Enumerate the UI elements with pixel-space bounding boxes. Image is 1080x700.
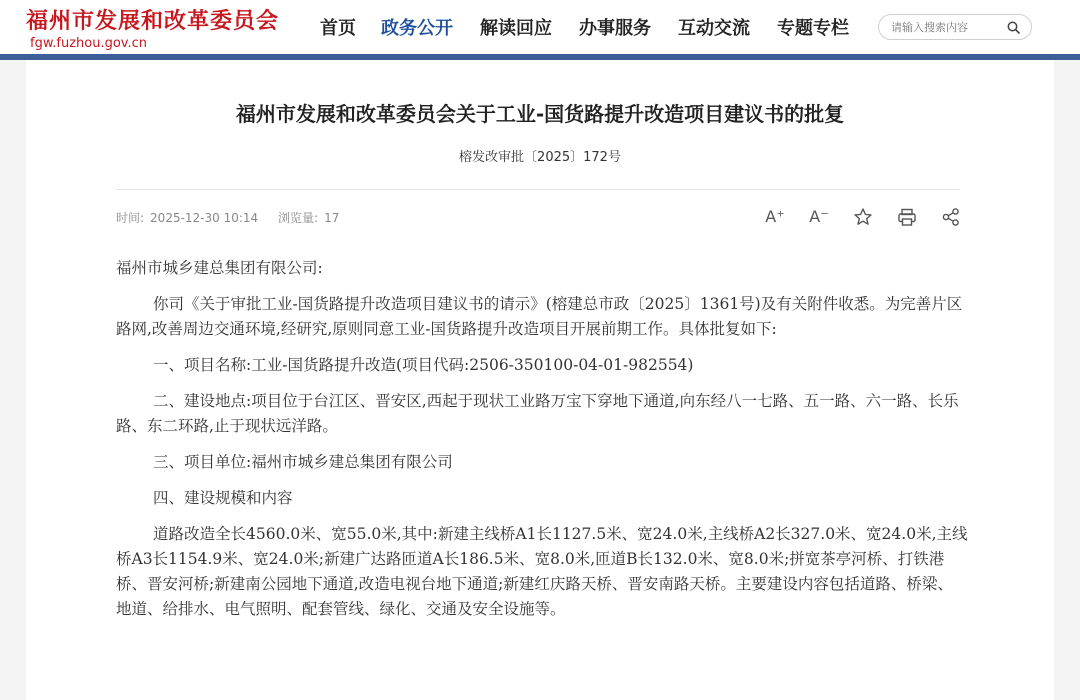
favorite-star-icon[interactable] xyxy=(852,206,874,228)
publish-time-label: 时间: xyxy=(116,211,145,225)
print-icon[interactable] xyxy=(896,206,918,228)
views-label: 浏览量: xyxy=(278,211,319,225)
site-header xyxy=(0,0,1080,54)
publish-time: 2025-12-30 10:14 xyxy=(150,211,259,225)
views-count: 17 xyxy=(324,211,340,225)
nav-item-special-topics[interactable]: 专题专栏 xyxy=(777,18,849,39)
nav-item-government-affairs[interactable]: 政务公开 xyxy=(381,18,453,39)
nav-item-interpretation[interactable]: 解读回应 xyxy=(480,18,552,39)
article-title: 福州市发展和改革委员会关于工业-国货路提升改造项目建议书的批复 xyxy=(235,102,845,126)
salutation: 福州市城乡建总集团有限公司: xyxy=(116,259,323,277)
project-unit-item: 三、项目单位:福州市城乡建总集团有限公司 xyxy=(153,453,453,471)
share-icon[interactable] xyxy=(940,206,962,228)
search-icon[interactable] xyxy=(1005,19,1023,37)
site-logo-title[interactable]: 福州市发展和改革委员会 xyxy=(26,8,280,34)
document-number: 榕发改审批〔2025〕172号 xyxy=(459,150,621,165)
construction-location-item: 二、建设地点:项目位于台江区、晋安区,西起于现状工业路万宝下穿地下通道,向东经八一七路、五一路、六一路、长乐路、东二环路,止于现状远洋路。 xyxy=(116,392,959,435)
body-paragraph: 你司《关于审批工业-国货路提升改造项目建议书的请示》(榕建总市政〔2025〕1361号)及有关附件收悉。为完善片区路网,改善周边交通环境,经研究,原则同意工业-国货路提升改造项目开展前期工作。具体批复如下: xyxy=(116,295,963,338)
project-name-item: 一、项目名称:工业-国货路提升改造(项目代码:2506-350100-04-01-982554) xyxy=(153,356,694,374)
article-meta xyxy=(116,209,345,226)
nav-item-services[interactable]: 办事服务 xyxy=(579,18,651,39)
divider xyxy=(116,189,960,190)
article-card xyxy=(26,60,1054,700)
nav-item-interaction[interactable]: 互动交流 xyxy=(678,18,750,39)
search-input[interactable] xyxy=(891,18,1001,36)
site-url: fgw.fuzhou.gov.cn xyxy=(30,36,148,51)
scale-content-paragraph: 道路改造全长4560.0米、宽55.0米,其中:新建主线桥A1长1127.5米、宽24.0米,主线桥A2长327.0米、宽24.0米,主线桥A3长1154.9米、宽24.0米;新建广达路匝道A长186.5米、宽8.0米,匝道B长132.0米、宽8.0米;拼宽茶亭河桥、打铁港桥、晋安河桥;新建南公园地下通道,改造电视台地下通道;新建红庆路天桥、晋安南路天桥。主要建设内容包括道路、桥梁、地道、给排水、电气照明、配套管线、绿化、交通及安全设施等。 xyxy=(116,525,968,618)
nav-item-home[interactable]: 首页 xyxy=(320,18,356,39)
font-increase-icon[interactable]: A⁺ xyxy=(765,207,785,226)
search-box xyxy=(878,14,1032,40)
article-body xyxy=(116,256,968,633)
font-decrease-icon[interactable]: A⁻ xyxy=(809,207,829,226)
scale-content-heading: 四、建设规模和内容 xyxy=(153,489,293,507)
